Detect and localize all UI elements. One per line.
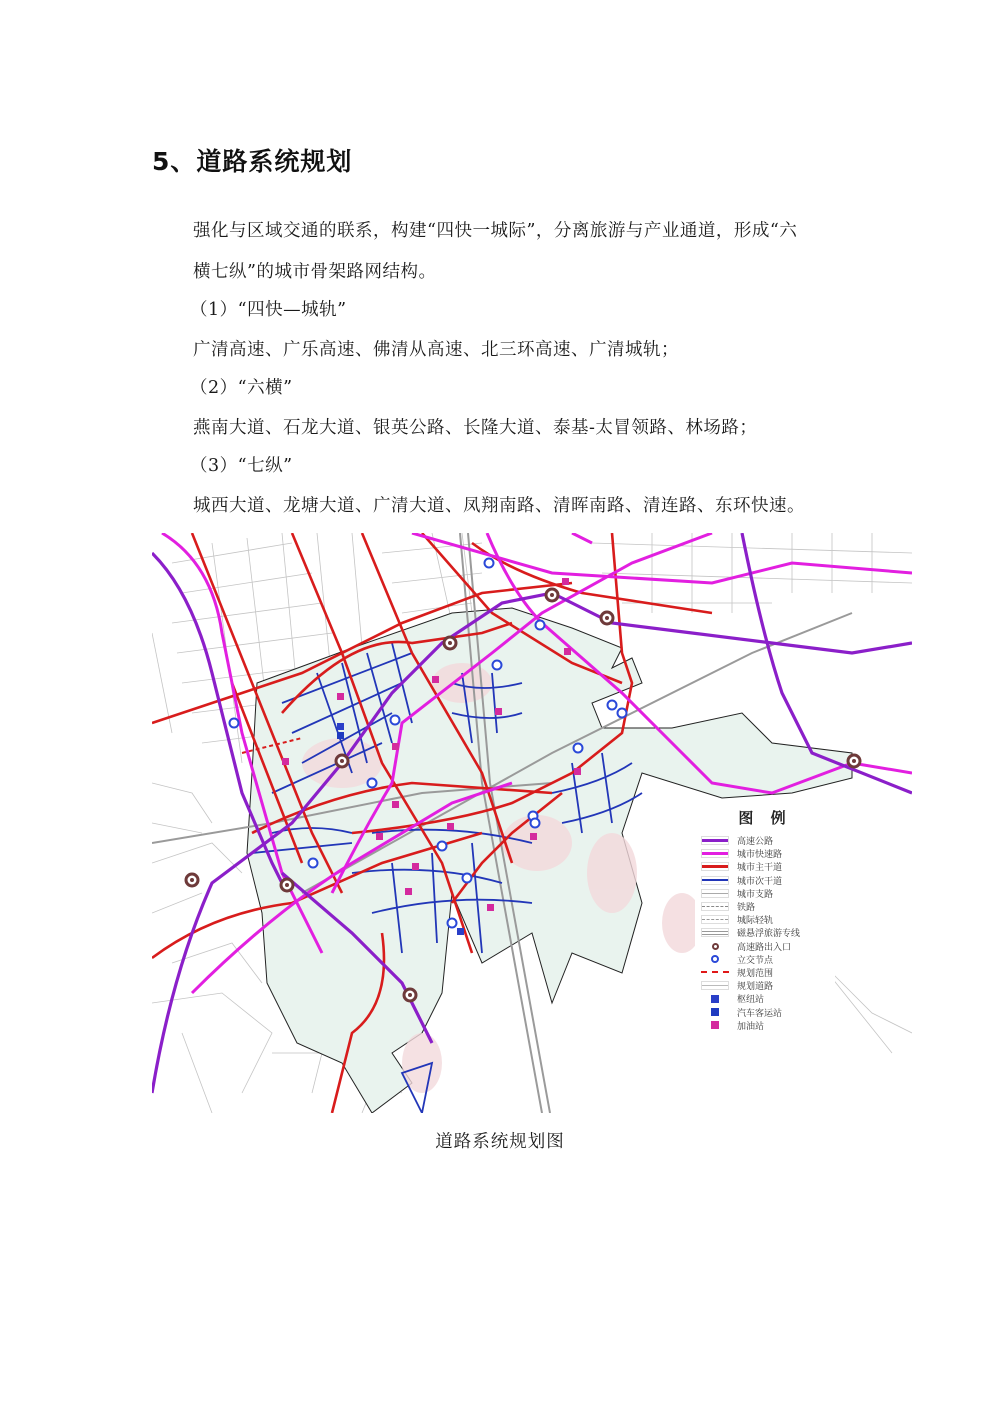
legend-item-maglev: 磁悬浮旅游专线 — [695, 926, 835, 939]
legend-item-highway-exit: 高速路出入口 — [695, 940, 835, 953]
legend-item-hub-station: 枢纽站 — [695, 992, 835, 1005]
item2-body: 燕南大道、石龙大道、银英公路、长隆大道、泰基-太冒领路、林场路； — [193, 418, 758, 438]
item3-body: 城西大道、龙塘大道、广清大道、凤翔南路、清晖南路、清连路、东环快速。 — [193, 496, 805, 516]
intro-paragraph-line2: 横七纵”的城市骨架路网结构。 — [193, 262, 437, 282]
figure-caption: 道路系统规划图 — [435, 1132, 565, 1152]
main-road-line-icon — [701, 862, 729, 871]
legend-item-main-road: 城市主干道 — [695, 860, 835, 873]
legend-item-interchange: 立交节点 — [695, 953, 835, 966]
legend-item-railway: 铁路 — [695, 900, 835, 913]
maglev-line-icon — [701, 928, 729, 937]
map-legend — [695, 805, 835, 1050]
expressway-line-icon — [701, 849, 729, 858]
legend-item-light-rail: 城际轻轨 — [695, 913, 835, 926]
legend-item-planned-road: 规划道路 — [695, 979, 835, 992]
branch-road-line-icon — [701, 889, 729, 898]
intro-paragraph-line1: 强化与区域交通的联系，构建“四快一城际”，分离旅游与产业通道，形成“六 — [193, 221, 798, 241]
secondary-road-line-icon — [701, 876, 729, 885]
legend-item-gas-station: 加油站 — [695, 1019, 835, 1032]
highway-exit-icon — [701, 942, 729, 951]
railway-line-icon — [701, 902, 729, 911]
legend-title: 图 例 — [738, 809, 792, 827]
light-rail-line-icon — [701, 915, 729, 924]
planned-road-icon — [701, 981, 729, 990]
legend-item-expressway: 城市快速路 — [695, 847, 835, 860]
item1-body: 广清高速、广乐高速、佛清从高速、北三环高速、广清城轨； — [193, 340, 679, 360]
legend-item-planning-boundary: 规划范围 — [695, 966, 835, 979]
item1-heading: （1）“四快—城轨” — [190, 300, 347, 320]
interchange-node-icon — [701, 955, 729, 964]
item3-heading: （3）“七纵” — [190, 456, 293, 476]
legend-item-secondary-road: 城市次干道 — [695, 874, 835, 887]
planning-boundary-icon — [701, 968, 729, 977]
highway-line-icon — [701, 836, 729, 845]
legend-item-bus-station: 汽车客运站 — [695, 1005, 835, 1018]
road-plan-map — [152, 533, 912, 1113]
gas-station-icon — [701, 1021, 729, 1030]
legend-item-highway: 高速公路 — [695, 834, 835, 847]
item2-heading: （2）“六横” — [190, 378, 293, 398]
hub-station-icon — [701, 994, 729, 1003]
bus-station-icon — [701, 1008, 729, 1017]
section-title: 5、道路系统规划 — [152, 147, 353, 176]
legend-item-branch-road: 城市支路 — [695, 887, 835, 900]
